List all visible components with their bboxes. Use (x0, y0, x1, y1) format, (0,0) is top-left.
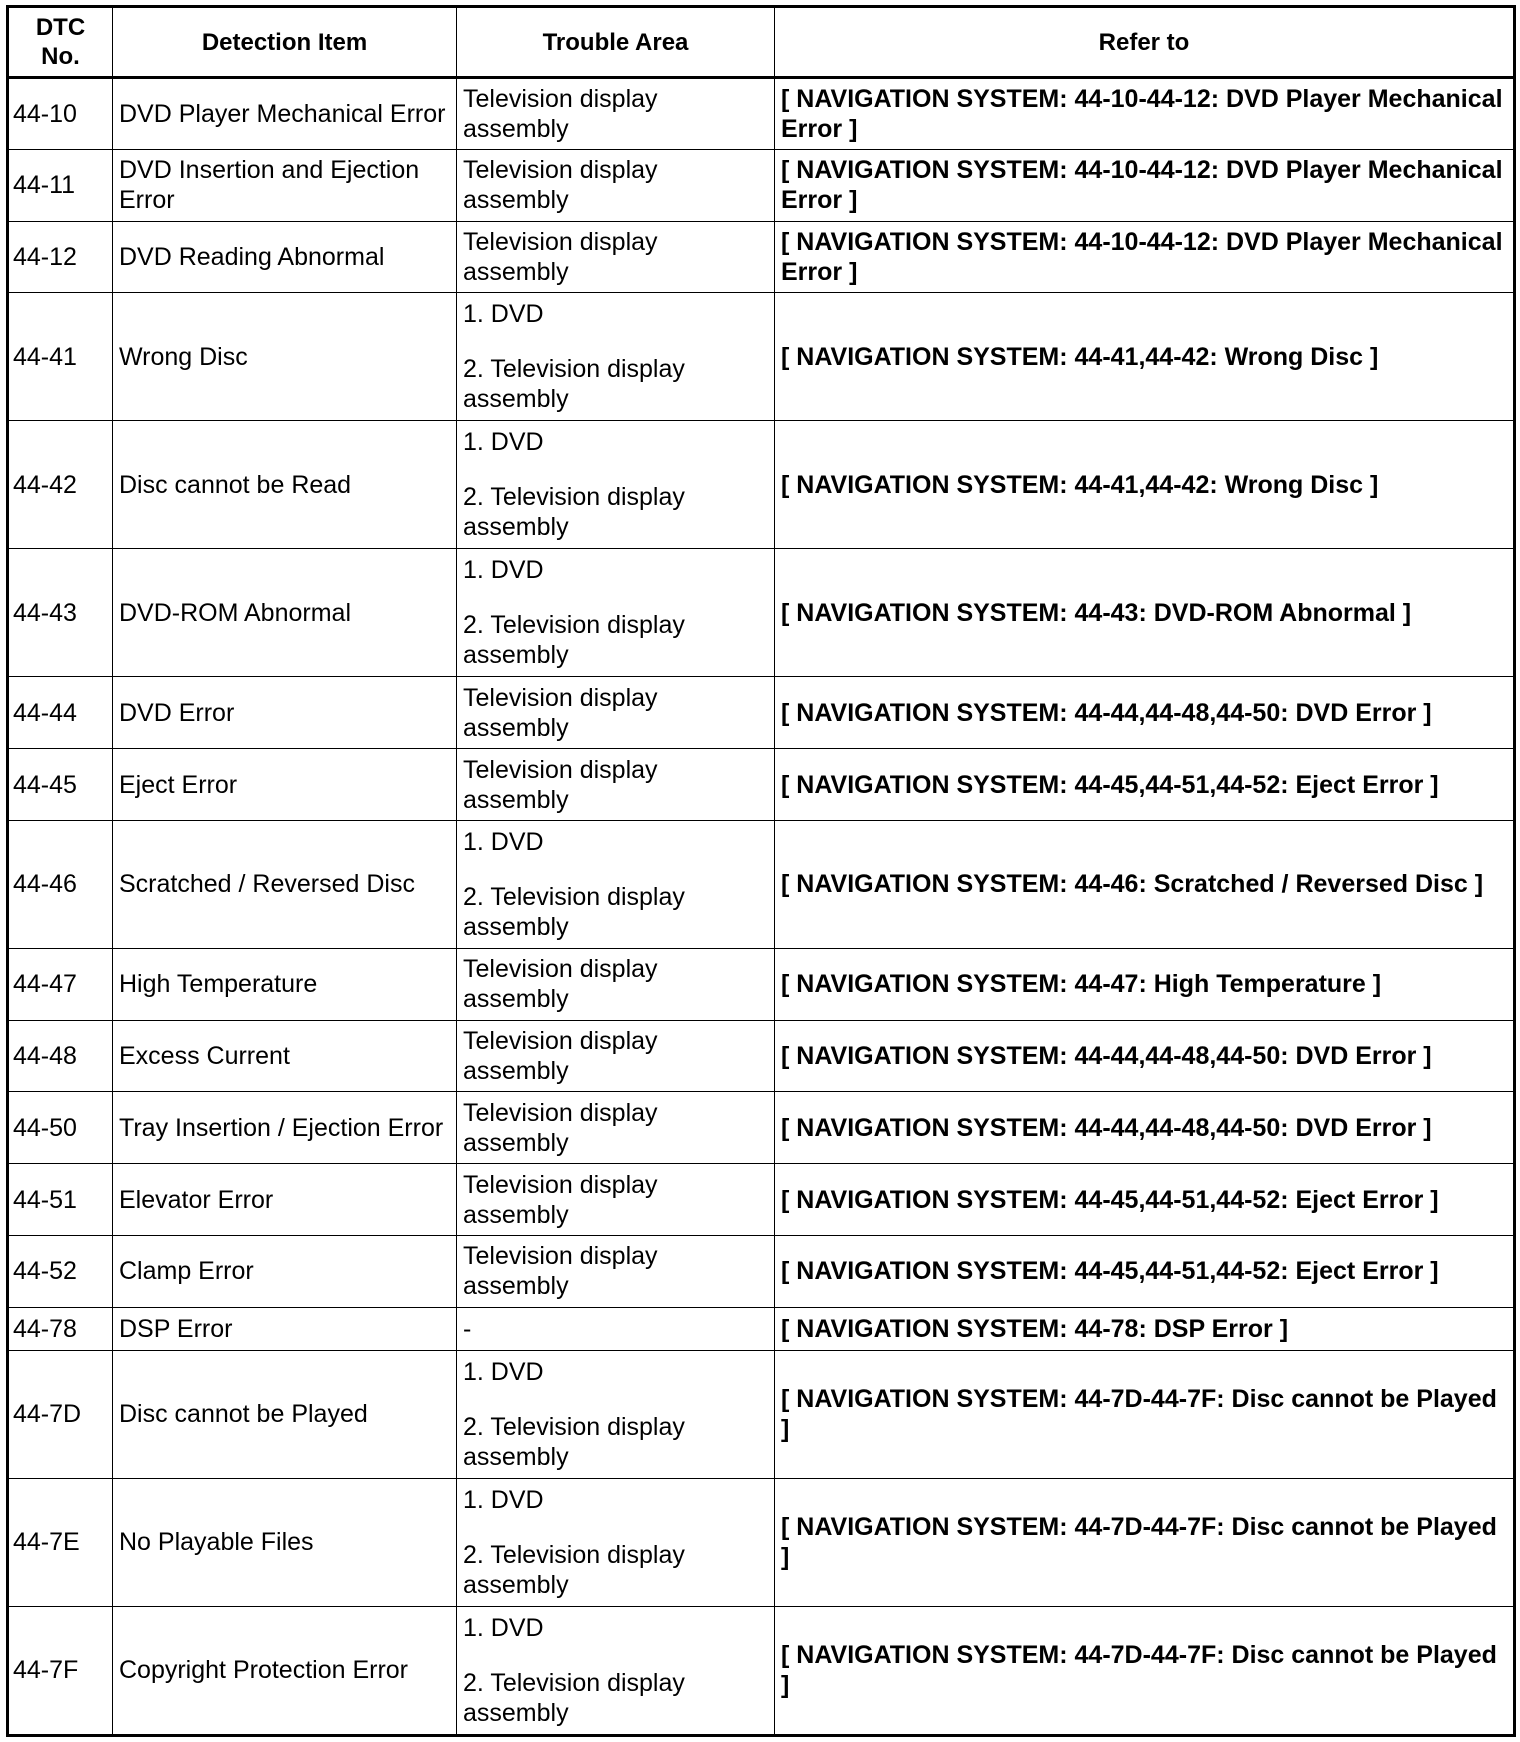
dtc-code-cell: 44-44 (8, 677, 113, 749)
dtc-code-cell: 44-47 (8, 948, 113, 1020)
refer-to-link[interactable]: [ NAVIGATION SYSTEM: 44-44,44-48,44-50: DVD Error ] (775, 677, 1515, 749)
table-row (8, 1478, 1515, 1606)
trouble-area-item: 1. DVD (463, 1613, 544, 1642)
trouble-area-item: Television display assembly (463, 683, 658, 742)
detection-item-cell: Disc cannot be Played (113, 1350, 457, 1478)
detection-item-cell: Eject Error (113, 749, 457, 821)
dtc-code-cell: 44-42 (8, 421, 113, 549)
detection-item-cell: DVD Insertion and Ejection Error (113, 149, 457, 221)
table-row (8, 1235, 1515, 1307)
header-dtc-line2: No. (41, 43, 80, 70)
trouble-area-cell (457, 1478, 775, 1606)
table-row (8, 948, 1515, 1020)
refer-to-link[interactable]: [ NAVIGATION SYSTEM: 44-10-44-12: DVD Player Mechanical Error ] (775, 78, 1515, 150)
table-row (8, 78, 1515, 150)
dtc-code-cell: 44-11 (8, 149, 113, 221)
detection-item-cell: DVD Player Mechanical Error (113, 78, 457, 150)
trouble-area-item: 1. DVD (463, 300, 544, 329)
detection-item-cell: DSP Error (113, 1307, 457, 1350)
refer-to-link[interactable]: [ NAVIGATION SYSTEM: 44-43: DVD-ROM Abnormal ] (775, 549, 1515, 677)
table-row (8, 221, 1515, 293)
detection-item-cell: No Playable Files (113, 1478, 457, 1606)
table-body (8, 78, 1515, 1736)
table-row (8, 149, 1515, 221)
trouble-area-item: 1. DVD (463, 428, 544, 457)
table-row (8, 820, 1515, 948)
trouble-area-item: Television display assembly (463, 1027, 658, 1086)
trouble-area-cell (457, 948, 775, 1020)
trouble-area-item: Television display assembly (463, 755, 658, 814)
dtc-code-cell: 44-45 (8, 749, 113, 821)
table-row (8, 749, 1515, 821)
dtc-code-cell: 44-7F (8, 1606, 113, 1735)
trouble-area-cell (457, 1235, 775, 1307)
trouble-area-cell (457, 549, 775, 677)
header-dtc-no (8, 7, 113, 78)
trouble-area-item: 2. Television display assembly (463, 611, 685, 670)
detection-item-cell: DVD Error (113, 677, 457, 749)
trouble-area-cell (457, 1606, 775, 1735)
header-trouble-area: Trouble Area (457, 7, 775, 78)
trouble-area-item: 1. DVD (463, 1357, 544, 1386)
refer-to-link[interactable]: [ NAVIGATION SYSTEM: 44-45,44-51,44-52: Eject Error ] (775, 1164, 1515, 1236)
header-dtc-line1: DTC (35, 14, 86, 41)
dtc-code-cell: 44-48 (8, 1020, 113, 1092)
dtc-code-cell: 44-51 (8, 1164, 113, 1236)
detection-item-cell: Tray Insertion / Ejection Error (113, 1092, 457, 1164)
trouble-area-cell (457, 1350, 775, 1478)
dtc-code-cell: 44-52 (8, 1235, 113, 1307)
dtc-code-cell: 44-7E (8, 1478, 113, 1606)
trouble-area-item: 2. Television display assembly (463, 882, 685, 941)
trouble-area-cell (457, 293, 775, 421)
table-row (8, 1350, 1515, 1478)
detection-item-cell: Clamp Error (113, 1235, 457, 1307)
dtc-code-cell: 44-43 (8, 549, 113, 677)
table-row (8, 549, 1515, 677)
refer-to-link[interactable]: [ NAVIGATION SYSTEM: 44-10-44-12: DVD Player Mechanical Error ] (775, 221, 1515, 293)
refer-to-link[interactable]: [ NAVIGATION SYSTEM: 44-44,44-48,44-50: DVD Error ] (775, 1020, 1515, 1092)
trouble-area-item: 1. DVD (463, 556, 544, 585)
refer-to-link[interactable]: [ NAVIGATION SYSTEM: 44-7D-44-7F: Disc cannot be Played ] (775, 1478, 1515, 1606)
dtc-code-cell: 44-50 (8, 1092, 113, 1164)
refer-to-link[interactable]: [ NAVIGATION SYSTEM: 44-10-44-12: DVD Player Mechanical Error ] (775, 149, 1515, 221)
trouble-area-item: - (463, 1314, 472, 1343)
dtc-code-cell: 44-10 (8, 78, 113, 150)
trouble-area-item: 2. Television display assembly (463, 1540, 685, 1599)
trouble-area-cell (457, 820, 775, 948)
detection-item-cell: Wrong Disc (113, 293, 457, 421)
refer-to-link[interactable]: [ NAVIGATION SYSTEM: 44-47: High Temperature ] (775, 948, 1515, 1020)
trouble-area-cell (457, 677, 775, 749)
trouble-area-item: 2. Television display assembly (463, 1668, 685, 1727)
trouble-area-cell (457, 421, 775, 549)
refer-to-link[interactable]: [ NAVIGATION SYSTEM: 44-41,44-42: Wrong Disc ] (775, 293, 1515, 421)
refer-to-link[interactable]: [ NAVIGATION SYSTEM: 44-44,44-48,44-50: DVD Error ] (775, 1092, 1515, 1164)
trouble-area-cell (457, 1092, 775, 1164)
trouble-area-cell (457, 1307, 775, 1350)
trouble-area-item: Television display assembly (463, 227, 658, 286)
trouble-area-item: 2. Television display assembly (463, 483, 685, 542)
detection-item-cell: Scratched / Reversed Disc (113, 820, 457, 948)
trouble-area-item: Television display assembly (463, 156, 658, 215)
detection-item-cell: Elevator Error (113, 1164, 457, 1236)
header-row (8, 7, 1515, 78)
refer-to-link[interactable]: [ NAVIGATION SYSTEM: 44-7D-44-7F: Disc cannot be Played ] (775, 1350, 1515, 1478)
trouble-area-item: 1. DVD (463, 1485, 544, 1514)
trouble-area-item: 1. DVD (463, 827, 544, 856)
header-refer-to: Refer to (775, 7, 1515, 78)
detection-item-cell: Disc cannot be Read (113, 421, 457, 549)
trouble-area-cell (457, 221, 775, 293)
detection-item-cell: DVD Reading Abnormal (113, 221, 457, 293)
table-header (8, 7, 1515, 78)
refer-to-link[interactable]: [ NAVIGATION SYSTEM: 44-46: Scratched / Reversed Disc ] (775, 820, 1515, 948)
detection-item-cell: DVD-ROM Abnormal (113, 549, 457, 677)
trouble-area-cell (457, 1164, 775, 1236)
trouble-area-cell (457, 749, 775, 821)
table-row (8, 1164, 1515, 1236)
trouble-area-cell (457, 78, 775, 150)
refer-to-link[interactable]: [ NAVIGATION SYSTEM: 44-78: DSP Error ] (775, 1307, 1515, 1350)
trouble-area-item: 2. Television display assembly (463, 355, 685, 414)
trouble-area-item: Television display assembly (463, 1170, 658, 1229)
header-detection-item: Detection Item (113, 7, 457, 78)
refer-to-link[interactable]: [ NAVIGATION SYSTEM: 44-45,44-51,44-52: Eject Error ] (775, 749, 1515, 821)
trouble-area-item: Television display assembly (463, 1242, 658, 1301)
detection-item-cell: Excess Current (113, 1020, 457, 1092)
trouble-area-item: Television display assembly (463, 1098, 658, 1157)
detection-item-cell: Copyright Protection Error (113, 1606, 457, 1735)
table-row (8, 1606, 1515, 1735)
refer-to-link[interactable]: [ NAVIGATION SYSTEM: 44-45,44-51,44-52: Eject Error ] (775, 1235, 1515, 1307)
detection-item-cell: High Temperature (113, 948, 457, 1020)
table-row (8, 1092, 1515, 1164)
dtc-code-cell: 44-7D (8, 1350, 113, 1478)
table-row (8, 677, 1515, 749)
trouble-area-cell (457, 149, 775, 221)
trouble-area-item: Television display assembly (463, 955, 658, 1014)
table-row (8, 1020, 1515, 1092)
dtc-code-cell: 44-78 (8, 1307, 113, 1350)
refer-to-link[interactable]: [ NAVIGATION SYSTEM: 44-7D-44-7F: Disc cannot be Played ] (775, 1606, 1515, 1735)
dtc-table (6, 5, 1516, 1737)
dtc-code-cell: 44-41 (8, 293, 113, 421)
table-row (8, 293, 1515, 421)
dtc-code-cell: 44-12 (8, 221, 113, 293)
trouble-area-cell (457, 1020, 775, 1092)
trouble-area-item: Television display assembly (463, 84, 658, 143)
table-row (8, 1307, 1515, 1350)
trouble-area-item: 2. Television display assembly (463, 1412, 685, 1471)
refer-to-link[interactable]: [ NAVIGATION SYSTEM: 44-41,44-42: Wrong Disc ] (775, 421, 1515, 549)
table-row (8, 421, 1515, 549)
dtc-code-cell: 44-46 (8, 820, 113, 948)
